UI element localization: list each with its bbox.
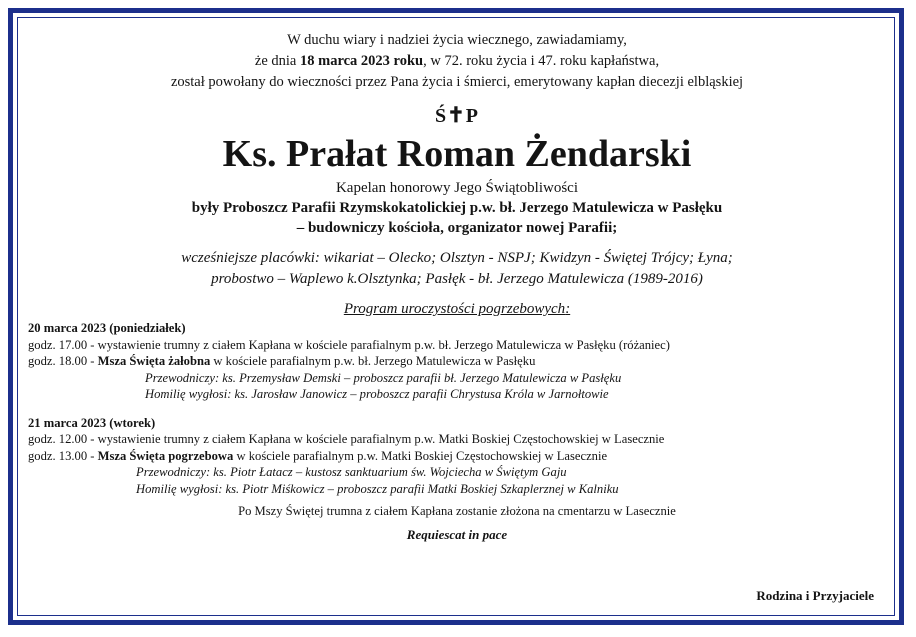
day2-item-1: godz. 12.00 - wystawienie trumny z ciałem Kapłana w kościele parafialnym p.w. Matki Boskiej Częstochowskiej w Lasecznie [28, 432, 665, 446]
death-date: 18 marca 2023 roku [299, 53, 424, 69]
program-title [26, 299, 888, 320]
day1-mass-name: Msza Święta żałobna [97, 354, 211, 368]
day2-header: 21 marca 2023 (wtorek) [28, 415, 156, 430]
placements-line-2: probostwo – Waplewo k.Olsztynka; Pasłęk - bł. Jerzego Matulewicza (1989-2016) [211, 271, 703, 287]
requiescat: Requiescat in pace [406, 527, 508, 542]
day2-homily: Homilię wygłosi: ks. Piotr Miśkowicz – proboszcz parafii Matki Boskiej Szkaplerznej w Kalniku [136, 481, 619, 496]
day2-mass-name: Msza Święta pogrzebowa [97, 448, 234, 463]
builder-title: – budowniczy kościoła, organizator nowej Parafii; [296, 220, 618, 236]
obituary-content [26, 30, 888, 610]
burial-note: Po Mszy Świętej trumna z ciałem Kapłana zostanie złożona na cmentarzu w Lasecznie [238, 504, 676, 518]
former-pastor-title: były Proboszcz Parafii Rzymskokatolickiej p.w. bł. Jerzego Matulewicza w Pasłęku [191, 200, 723, 216]
intro-line-3: został powołany do wieczności przez Pana życia i śmierci, emerytowany kapłan diecezji elbląskiej [170, 74, 744, 90]
sp-letter-s: Ś [435, 105, 448, 127]
honorary-title: Kapelan honorowy Jego Świątobliwości [335, 180, 579, 196]
program-title-colon: : [565, 301, 571, 317]
day1-item-2-post: w kościele parafialnym p.w. bł. Jerzego Matulewicza w Pasłęku [210, 354, 536, 368]
sp-letter-p: P [465, 105, 479, 127]
intro-line-2-post: , w 72. roku życia i 47. roku kapłaństwa, [423, 53, 660, 69]
placements-line-1: wcześniejsze placówki: wikariat – Olecko; Olsztyn - NSPJ; Kwidzyn - Świętej Trójcy; Łyna; [181, 250, 733, 266]
placements-block [26, 248, 888, 290]
sp-monogram [26, 103, 888, 128]
day1-schedule [26, 320, 888, 497]
cross-icon: ✝ [447, 103, 466, 127]
day1-item-2 [28, 353, 888, 370]
deceased-name: Ks. Prałat Roman Żendarski [222, 133, 692, 175]
day2-item-2-post: w kościele parafialnym p.w. Matki Boskiej Częstochowskiej w Lasecznie [233, 448, 608, 463]
day1-homily: Homilię wygłosi: ks. Jarosław Janowicz – proboszcz parafii Chrystusa Króla w Jarnołtowie [145, 387, 609, 401]
intro-line-2-pre: że dnia [254, 53, 300, 69]
day2-presider: Przewodniczy: ks. Piotr Łatacz – kustosz sanktuarium św. Wojciecha w Świętym Gaju [136, 465, 567, 479]
day1-header: 20 marca 2023 (poniedziałek) [28, 321, 186, 335]
signature: Rodzina i Przyjaciele [756, 588, 874, 603]
intro-block [26, 30, 888, 93]
day2-item-2-pre: godz. 13.00 - [28, 448, 98, 463]
program-title-text: Program uroczystości pogrzebowych [343, 301, 566, 317]
day2-item-2 [28, 448, 888, 465]
intro-line-1: W duchu wiary i nadziei życia wiecznego, zawiadamiamy, [287, 32, 627, 48]
day1-item-2-pre: godz. 18.00 - [28, 354, 98, 368]
day1-presider: Przewodniczy: ks. Przemysław Demski – proboszcz parafii bł. Jerzego Matulewicza w Pasłęku [145, 370, 622, 385]
day1-item-1: godz. 17.00 - wystawienie trumny z ciałem Kapłana w kościele parafialnym p.w. bł. Jerzego Matulewicza w Pasłęku (różaniec) [28, 337, 670, 352]
intro-line-2 [26, 51, 888, 72]
